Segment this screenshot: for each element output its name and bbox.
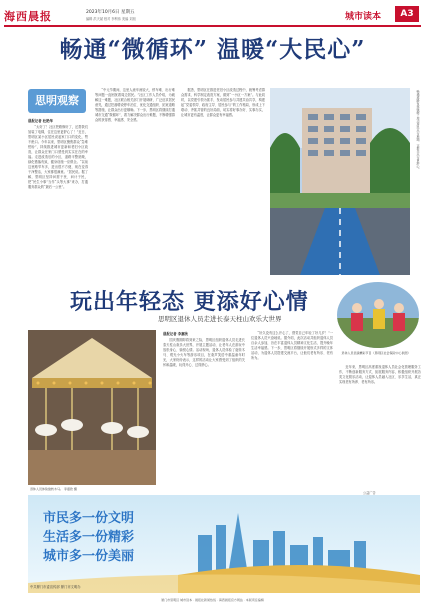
story2-subheadline: 思明区退休人员走进长泰天柱山欢乐大世界 — [158, 315, 282, 323]
story2-column-2: “好久没有这么开心了，感觉自己年轻了好几岁！”一位退休人员兴奋地说。据介绍，此次活动共组织退休人员百余人参加，旨在丰富退休人员精神文化生活，提升晚年生活幸福感。下一步，思明区将继续开展形式多样的文体活动，为退休人员搭建交流平台，让他们老有所乐、老有所为。 — [251, 331, 333, 360]
page-footer: 厦门市思明区 城市读本 · 晨报社新闻热线 · 海西晨报官方网站 · 本版责任编辑 — [161, 598, 264, 602]
section-title: 城市读本 — [345, 12, 382, 22]
issue-date: 2023年10月6日 星期五 — [86, 10, 135, 15]
ad-slogan-1: 市民多一份文明 — [43, 511, 135, 526]
newspaper-logo: 海西晨报 — [4, 10, 52, 23]
dance-photo — [337, 282, 419, 348]
header-divider — [4, 25, 421, 27]
public-service-ad — [28, 495, 420, 593]
story1-photo-caption: 畅通道路有效缓解了周边居民出行难题，让群众出行更舒心。 — [416, 90, 420, 171]
story1-column-1: “太好了！社区把路修好了，还帮我们加装了电梯，住在这里更舒心了！”近日，思明区某小区居民说起家门口的变化，赞不绝口。今年以来，思明区聚焦群众“急难愁盼”，持续推进城市更新和老旧小区改造，让群众在家门口感受到实实在在的幸福。走进改造后的小区，道路平整宽敞，绿化错落有致，健身设施一应俱全。“以前这里路窄车多，进出很不方便，现在变得干净整洁，大家都很满意。”居民说。据了解，思明区坚持问需于民、问计于民，把“民生小事”当作“头等大事”来办，打通服务群众的“最后一公里”。 — [28, 125, 88, 189]
ad-footer: 中共厦门市委宣传部 厦门市文明办 — [30, 585, 81, 589]
story2-byline: 晨报记者 李嘉欣 — [163, 332, 188, 336]
ad-slogan-2: 生活多一份精彩 — [43, 530, 135, 545]
story2-column-3: 近年来，思明区高度重视退休人员社会化管理服务工作，不断创新服务方式、拓展服务内容，积极组织开展各类文化娱乐活动，让退休人员融入社区、乐享生活，真正实现老有所养、老有所乐。 — [339, 365, 421, 384]
story1-column-3: 据悉，思明区在推进老旧小区改造过程中，统筹考虑群众需求，科学制定改造方案，做到“一小区一方案”。与此同时，以党建引领为抓手，发动居民参与共建共治共享，构建起“党委领导、政府主导、居民参与”的工作格局，形成上下联动、齐抓共管的良好局面，切实将好事办好、实事办实，让城市更有温度，让群众更有幸福感。 — [181, 88, 265, 117]
carousel-photo-caption: 退休人员体验旋转木马。 李嘉欣 摄 — [30, 487, 77, 491]
carousel-photo — [28, 330, 156, 485]
story1-byline: 晨报记者 杜艳华 — [28, 119, 53, 123]
dance-photo-caption: 退休人员表演精彩节目（思明区社会保险中心供图） — [341, 351, 411, 355]
story2-column-1: 国庆假期即将到来之际，思明区组织退休人员走进长泰天柱山欢乐大世界，开展主题活动，让老年人在游玩中放松身心、愉悦心情。活动现场，退休人员体验了旋转木马、观光小火车等游乐项目，在欢声笑语中重温童年时光，大家纷纷表示，这样的活动让大家感受到了组织的关怀和温暖，玩得开心、过得舒心。 — [163, 338, 245, 367]
column-badge: 思明观察 — [28, 89, 86, 113]
ad-sponsor-label: 公益广告 — [363, 491, 376, 495]
story2-headline: 玩出年轻态 更添好心情 — [70, 289, 309, 315]
editor-credits: 编辑 洪天斌 校对 李利伟 美编 刘旭 — [86, 17, 136, 21]
ad-slogan-3: 城市多一份美丽 — [43, 549, 135, 564]
story1-column-2: “中元节期间，这里人流车流较大，停车难、出行难等问题一直困扰着周边居民。”社区工作人员介绍，为破解这一难题，社区联合相关部门开展调研，广泛征求居民意见，通过挖潜增设停车泊位、优化交通组织、拓宽道路等措施，让群众出行更顺畅。下一步，思明区将继续打通城市交通“微循环”，着力解决群众出行难题，不断增强群众的获得感、幸福感、安全感。 — [95, 88, 175, 122]
street-photo — [270, 88, 410, 275]
page-number-badge: A3 — [395, 6, 419, 22]
story1-headline: 畅通“微循环” 温暖“大民心” — [59, 36, 366, 63]
